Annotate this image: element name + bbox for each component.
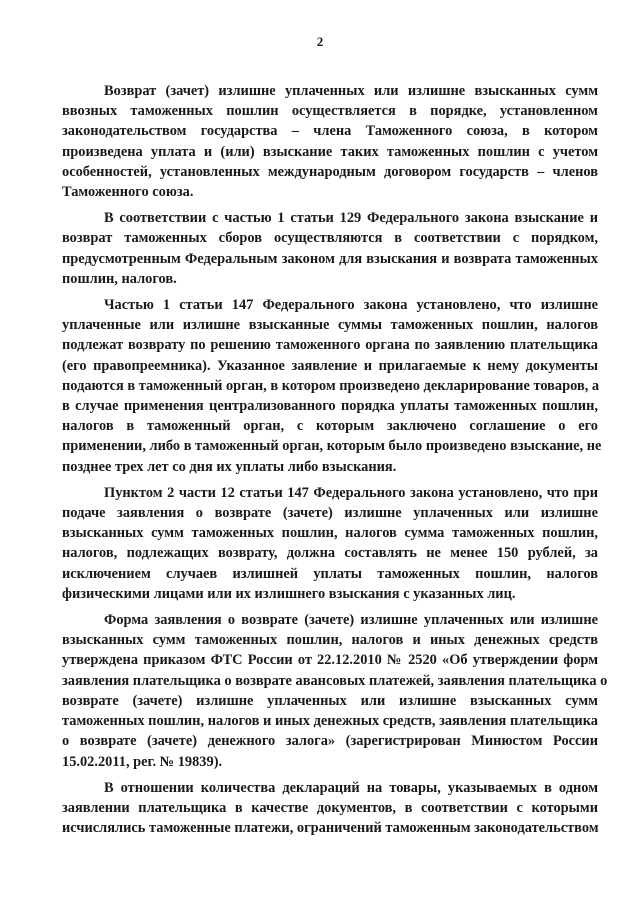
text-line: уплаченные или излишне взысканные суммы таможенных пошлин, налогов — [62, 317, 598, 334]
text-line: физическими лицами или их излишнего взыскания с указанных лиц. — [62, 585, 516, 602]
document-body — [62, 81, 608, 844]
text-line: подлежат возврату по решению таможенного органа по заявлению плательщика — [62, 337, 598, 354]
paragraph — [62, 610, 608, 772]
text-line: взысканных сумм таможенных пошлин, налогов и иных денежных средств — [62, 632, 598, 649]
text-line: исключением случаев излишней уплаты таможенных пошлин, налогов — [62, 565, 598, 582]
text-line: исчислялись таможенные платежи, ограничений таможенным законодательством — [62, 820, 599, 837]
text-line: произведена уплата и (или) взыскание таких таможенных пошлин с учетом — [62, 143, 598, 160]
text-line: применении, либо в таможенный орган, которым было произведено взыскание, не — [62, 438, 602, 455]
text-line: утверждена приказом ФТС России от 22.12.2010 № 2520 «Об утверждении форм — [62, 652, 598, 669]
text-line: Таможенного союза. — [62, 184, 194, 201]
text-line: Форма заявления о возврате (зачете) излишне уплаченных или излишне — [104, 612, 598, 629]
text-line: предусмотренным Федеральным законом для взыскания и возврата таможенных — [62, 250, 598, 267]
text-line: В соответствии с частью 1 статьи 129 Федерального закона взыскание и — [104, 210, 598, 227]
text-line: в случае применения централизованного порядка уплаты таможенных пошлин, — [62, 398, 598, 415]
text-line: возврат таможенных сборов осуществляются в соответствии с порядком, — [62, 230, 598, 247]
page-number: 2 — [316, 34, 324, 49]
text-line: В отношении количества деклараций на товары, указываемых в одном — [104, 779, 598, 796]
text-line: подаются в таможенный орган, в котором произведено декларирование товаров, а — [62, 377, 600, 394]
text-line: налогов в таможенный орган, с которым заключено соглашение о его — [62, 418, 598, 435]
text-line: законодательством государства – члена Таможенного союза, в котором — [62, 123, 598, 140]
text-line: о возврате (зачете) денежного залога» (зарегистрирован Минюстом России — [62, 733, 598, 750]
text-line: заявлении плательщика в качестве документов, в соответствии с которыми — [62, 799, 598, 816]
text-line: позднее трех лет со дня их уплаты либо взыскания. — [62, 458, 397, 475]
text-line: пошлин, налогов. — [62, 270, 177, 287]
text-line: (его правопреемника). Указанное заявление и прилагаемые к нему документы — [62, 357, 598, 374]
text-line: Частью 1 статьи 147 Федерального закона установлено, что излишне — [104, 297, 598, 314]
paragraph — [62, 208, 598, 289]
text-line: таможенных пошлин, налогов и иных денежных средств, заявления плательщика — [62, 713, 598, 730]
text-line: ввозных таможенных пошлин осуществляется в порядке, установленном — [62, 103, 598, 120]
text-line: заявления плательщика о возврате авансовых платежей, заявления плательщика о — [62, 672, 608, 689]
text-line: 15.02.2011, рег. № 19839). — [62, 753, 223, 770]
text-line: особенностей, установленных международным договором государств – членов — [62, 163, 598, 180]
text-line: подаче заявления о возврате (зачете) излишне уплаченных или излишне — [62, 505, 598, 522]
text-line: налогов, подлежащих возврату, должна составлять не менее 150 рублей, за — [62, 545, 598, 562]
text-line: Возврат (зачет) излишне уплаченных или излишне взысканных сумм — [104, 83, 598, 99]
paragraph — [62, 483, 598, 604]
text-line: взысканных сумм таможенных пошлин, налогов сумма таможенных пошлин, — [62, 525, 598, 542]
text-line: Пунктом 2 части 12 статьи 147 Федерального закона установлено, что при — [104, 484, 598, 501]
paragraph — [62, 778, 598, 839]
paragraph — [62, 81, 598, 202]
text-line: возврате (зачете) излишне уплаченных или излишне взысканных сумм — [62, 692, 598, 709]
paragraph — [62, 295, 602, 477]
